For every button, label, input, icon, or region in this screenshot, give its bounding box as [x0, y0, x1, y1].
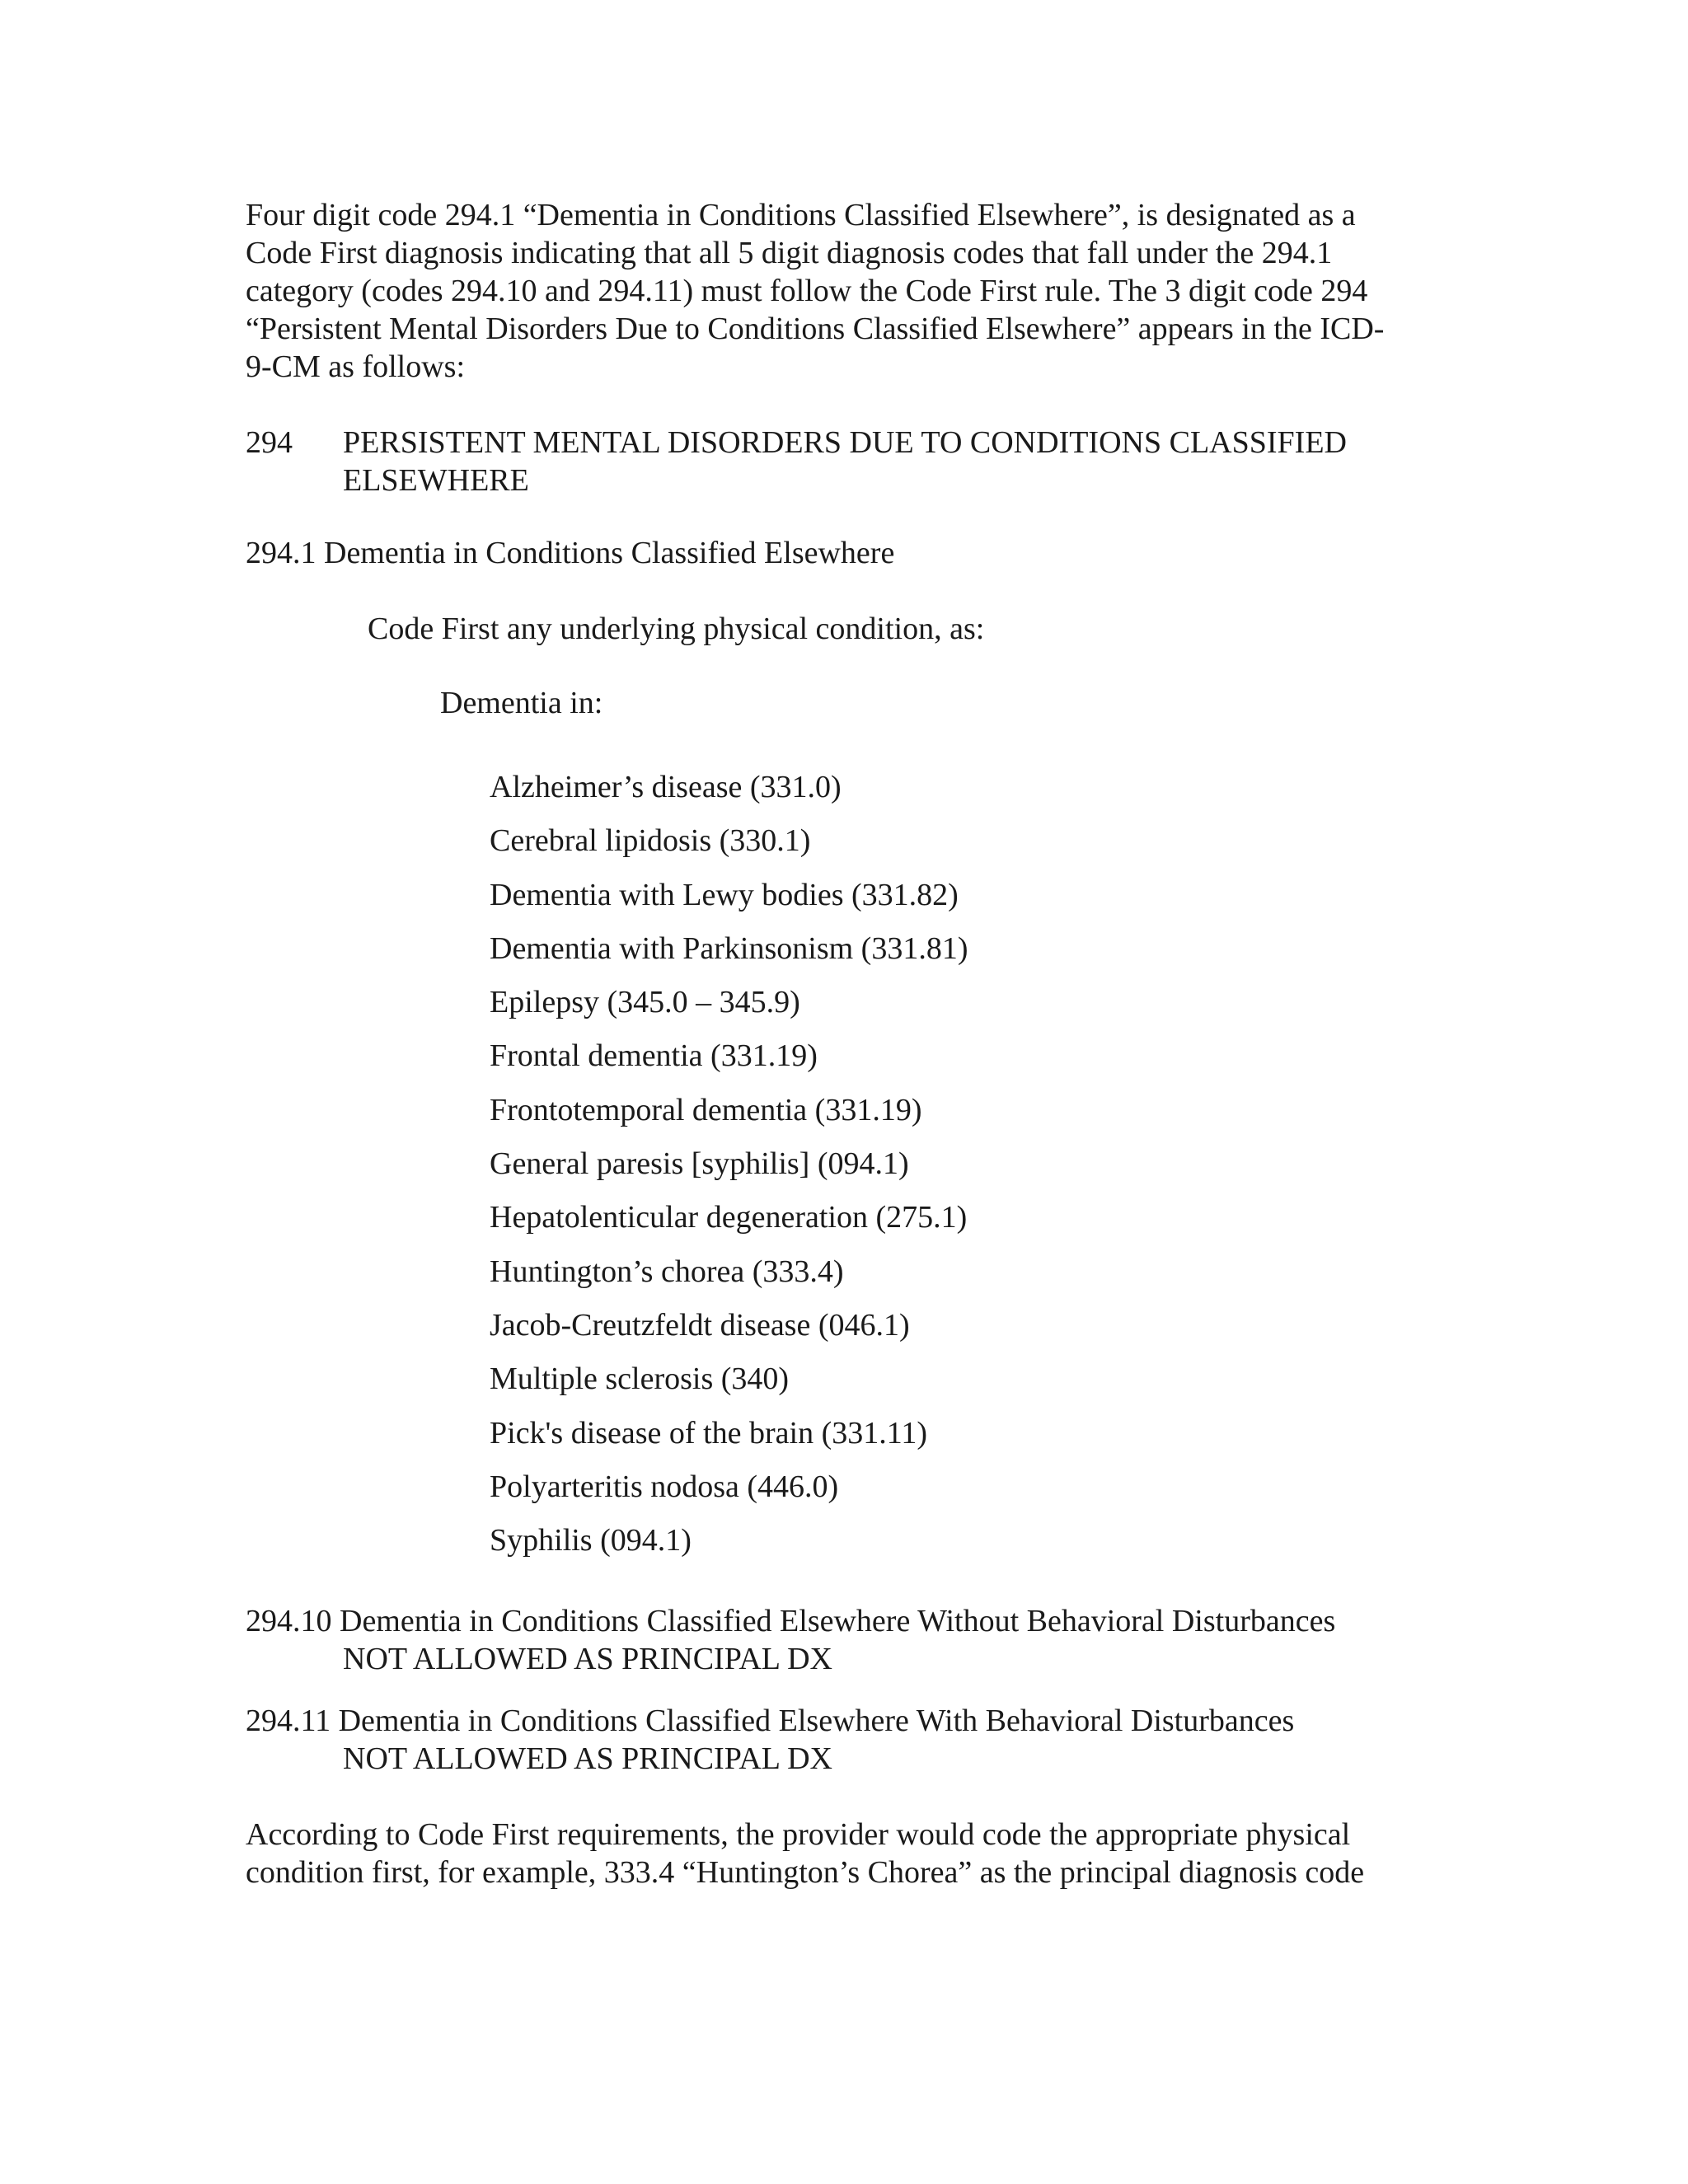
intro-line: “Persistent Mental Disorders Due to Conditions Classified Elsewhere” appears in the ICD-: [246, 312, 1385, 346]
condition-item: Multiple sclerosis (340): [490, 1361, 790, 1397]
condition-item: Cerebral lipidosis (330.1): [490, 823, 811, 859]
category-title: [343, 424, 1497, 499]
subcode-note: NOT ALLOWED AS PRINCIPAL DX: [343, 1642, 832, 1676]
condition-item: General paresis [syphilis] (094.1): [490, 1146, 909, 1182]
condition-item: Hepatolenticular degeneration (275.1): [490, 1200, 968, 1235]
subcode-note: NOT ALLOWED AS PRINCIPAL DX: [343, 1741, 832, 1776]
dementia-in-label: Dementia in:: [440, 686, 603, 720]
subcode-entry: [246, 1602, 1335, 1678]
condition-item: Alzheimer’s disease (331.0): [490, 770, 842, 804]
subcode-entry: [246, 1702, 1294, 1778]
subcode-heading: 294.10 Dementia in Conditions Classified Elsewhere Without Behavioral Disturbances: [246, 1604, 1336, 1638]
closing-paragraph: [246, 1816, 1449, 1891]
condition-item: Epilepsy (345.0 – 345.9): [490, 985, 800, 1020]
intro-line: Code First diagnosis indicating that all 5 digit diagnosis codes that fall under the 294.1: [246, 236, 1333, 270]
condition-item: Polyarteritis nodosa (446.0): [490, 1469, 839, 1504]
intro-line: Four digit code 294.1 “Dementia in Conditions Classified Elsewhere”, is designated as a: [246, 198, 1356, 232]
intro-line: category (codes 294.10 and 294.11) must follow the Code First rule. The 3 digit code 294: [246, 274, 1368, 308]
subcode-heading: 294.11 Dementia in Conditions Classified Elsewhere With Behavioral Disturbances: [246, 1704, 1295, 1738]
condition-item: Dementia with Lewy bodies (331.82): [490, 877, 959, 912]
code-first-instruction: Code First any underlying physical condition, as:: [368, 612, 985, 646]
condition-list: [490, 768, 968, 1575]
closing-line: According to Code First requirements, the provider would code the appropriate physical: [246, 1817, 1351, 1852]
condition-item: Frontotemporal dementia (331.19): [490, 1092, 922, 1127]
condition-item: Frontal dementia (331.19): [490, 1038, 818, 1074]
subcategory-heading: 294.1 Dementia in Conditions Classified Elsewhere: [246, 536, 895, 570]
intro-paragraph: [246, 196, 1449, 386]
condition-item: Dementia with Parkinsonism (331.81): [490, 930, 968, 966]
condition-item: Syphilis (094.1): [490, 1523, 692, 1558]
condition-item: Huntington’s chorea (333.4): [490, 1254, 844, 1289]
condition-item: Jacob-Creutzfeldt disease (046.1): [490, 1307, 910, 1343]
condition-item: Pick's disease of the brain (331.11): [490, 1415, 927, 1451]
category-code: 294: [246, 425, 293, 460]
category-title-line: ELSEWHERE: [343, 463, 529, 498]
closing-line: condition first, for example, 333.4 “Huntington’s Chorea” as the principal diagnosis code: [246, 1855, 1365, 1890]
intro-line: 9-CM as follows:: [246, 349, 465, 384]
category-title-line: PERSISTENT MENTAL DISORDERS DUE TO CONDITIONS CLASSIFIED: [343, 425, 1347, 460]
